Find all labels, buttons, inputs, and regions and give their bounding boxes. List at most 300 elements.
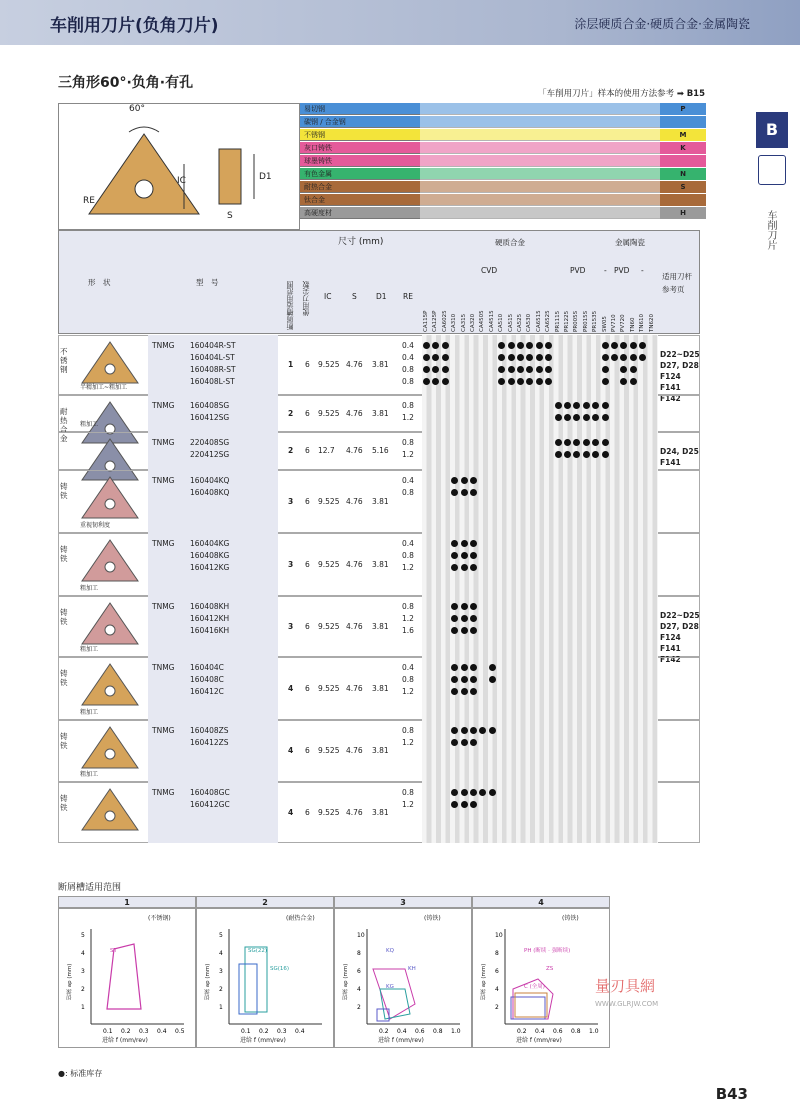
pvd-header-2: PVD — [614, 266, 630, 275]
svg-text:4: 4 — [495, 986, 499, 993]
stock-dot — [508, 366, 515, 373]
edges-value: 6 — [305, 446, 310, 455]
stock-dot — [602, 366, 609, 373]
svg-text:2: 2 — [357, 1004, 361, 1011]
stock-dot — [583, 402, 590, 409]
material-name: 易切钢 — [304, 105, 325, 113]
model-number: 160412C — [190, 687, 224, 696]
breaker-value: 3 — [288, 496, 294, 506]
model-number: 160408ZS — [190, 726, 229, 735]
re-value: 0.8 — [402, 551, 414, 560]
stock-dot — [461, 564, 468, 571]
model-number: 160416KH — [190, 626, 230, 635]
insert-caption: 粗加工 — [80, 646, 99, 653]
stock-dot — [564, 439, 571, 446]
stock-dot — [602, 402, 609, 409]
shape-header: 形 状 — [88, 278, 111, 287]
stock-dot — [611, 354, 618, 361]
svg-text:1.0: 1.0 — [451, 1028, 461, 1035]
material-grid — [420, 129, 660, 141]
insert-image — [78, 661, 142, 707]
stock-dot — [564, 402, 571, 409]
model-prefix: TNMG — [152, 438, 175, 447]
pvd-header: PVD — [570, 266, 586, 275]
material-row — [300, 168, 420, 180]
model-number: 160408KQ — [190, 488, 230, 497]
insert-caption: 粗加工 — [80, 709, 99, 716]
y-axis-label: 切深 ap (mm) — [67, 963, 73, 1000]
svg-text:2: 2 — [495, 1004, 499, 1011]
stock-dot — [583, 439, 590, 446]
model-header: 型 号 — [196, 278, 219, 287]
stock-dot — [602, 414, 609, 421]
material-name: 钛合金 — [304, 196, 325, 204]
model-number: 160412GC — [190, 800, 230, 809]
stock-dot — [442, 342, 449, 349]
curve-label: SG(22) — [248, 948, 268, 954]
application-label: 铸铁 — [60, 732, 68, 750]
s-value: 4.76 — [346, 360, 363, 369]
curve-label: ST — [110, 948, 117, 954]
curve-label: C (全周) — [524, 984, 545, 990]
ic-value: 9.525 — [318, 496, 340, 506]
stock-dot — [602, 342, 609, 349]
material-code: K — [660, 142, 706, 154]
grade-header: CA320 — [470, 313, 476, 332]
stock-dot — [517, 354, 524, 361]
grade-header: CA525 — [517, 313, 523, 332]
stock-dot — [461, 615, 468, 622]
model-prefix: TNMG — [152, 602, 175, 611]
svg-text:10: 10 — [495, 932, 503, 939]
re-value: 0.8 — [402, 602, 414, 611]
s-value: 4.76 — [346, 446, 363, 455]
grade-header: TN620 — [648, 314, 655, 332]
side-label: 车削刀片 — [765, 210, 776, 250]
svg-text:0.1: 0.1 — [103, 1028, 113, 1035]
application-label: 铸铁 — [60, 608, 68, 626]
s-value: 4.76 — [346, 746, 363, 755]
material-code: P — [660, 103, 706, 115]
ic-value: 12.7 — [318, 446, 335, 455]
stock-dot — [470, 789, 477, 796]
d1-value: 3.81 — [372, 621, 389, 631]
grade-header: TN60 — [629, 317, 636, 332]
insert-image — [78, 786, 142, 832]
re-value: 0.8 — [402, 377, 414, 386]
material-code: S — [660, 181, 706, 193]
stock-dot — [517, 366, 524, 373]
breaker-value: 4 — [288, 746, 294, 755]
section-subtitle: 三角形60°·负角·有孔 — [58, 75, 194, 91]
svg-text:0.2: 0.2 — [121, 1028, 131, 1035]
s-value: 4.76 — [346, 621, 363, 631]
page-header — [0, 0, 800, 45]
stock-dot — [583, 451, 590, 458]
ic-value: 9.525 — [318, 621, 340, 631]
stock-dot — [461, 540, 468, 547]
s-value: 4.76 — [346, 559, 363, 569]
re-label: RE — [83, 196, 95, 206]
grade-header: CA115P — [423, 310, 429, 332]
breaker-value: 3 — [288, 559, 294, 569]
stock-dot — [442, 354, 449, 361]
model-prefix: TNMG — [152, 663, 175, 672]
stock-dot — [423, 342, 430, 349]
breaker-value: 1 — [288, 360, 294, 369]
svg-text:3: 3 — [81, 968, 85, 975]
breaker-value: 2 — [288, 446, 294, 455]
model-number: 160408KH — [190, 602, 230, 611]
stock-dot — [489, 664, 496, 671]
stock-dot — [564, 451, 571, 458]
svg-text:6: 6 — [495, 968, 499, 975]
model-number: 160404L-ST — [190, 353, 235, 362]
grade-header: PV710 — [611, 314, 617, 332]
breaker-header: 断屑槽适用范围 — [286, 281, 294, 330]
svg-text:1: 1 — [81, 1004, 85, 1011]
stock-dot — [461, 664, 468, 671]
svg-text:0.3: 0.3 — [139, 1028, 149, 1035]
stock-dot — [555, 414, 562, 421]
stock-dot — [555, 402, 562, 409]
grade-header: CA6525 — [545, 310, 552, 332]
grade-stripes — [422, 395, 658, 432]
stock-dot — [508, 378, 515, 385]
material-row — [300, 207, 420, 219]
holder-ref[interactable]: D22~D25 D27, D28 F124 F141 F142 — [660, 350, 700, 403]
svg-text:4: 4 — [219, 950, 223, 957]
stock-dot — [536, 354, 543, 361]
re-value: 1.2 — [402, 563, 414, 572]
grade-header: SW05 — [601, 316, 608, 332]
grade-header: PR1115 — [554, 310, 561, 332]
model-prefix: TNMG — [152, 726, 175, 735]
insert-icon — [758, 155, 786, 185]
model-number: 160412ZS — [190, 738, 229, 747]
material-grid — [420, 142, 660, 154]
grade-header: CA310 — [451, 313, 458, 332]
watermark: 量刃具網 — [595, 977, 656, 995]
y-axis-label: 切深 ap (mm) — [205, 963, 211, 1000]
stock-dot — [630, 378, 637, 385]
re-value: 0.8 — [402, 788, 414, 797]
svg-text:5: 5 — [81, 932, 85, 939]
curve-label: KH — [408, 966, 416, 972]
material-name: 耐热合金 — [304, 183, 332, 191]
grade-header: CA510 — [498, 313, 505, 332]
application-label: 铸铁 — [60, 794, 68, 812]
application-label: 铸铁 — [60, 669, 68, 687]
d1-value: 3.81 — [372, 559, 389, 569]
watermark-url: WWW.GLRJW.COM — [595, 1000, 659, 1008]
s-value: 4.76 — [346, 408, 363, 418]
material-grid — [420, 155, 660, 167]
material-row — [300, 116, 420, 128]
reference-note: 「车削用刀片」样本的使用方法参考 ➡ B15 — [538, 89, 705, 99]
stock-dot — [470, 540, 477, 547]
stock-dot — [602, 354, 609, 361]
re-value: 0.8 — [402, 726, 414, 735]
breaker-chart — [58, 908, 196, 1048]
panel-material: (铸铁) — [562, 915, 579, 922]
stock-dot — [461, 688, 468, 695]
breaker-title: 断屑槽适用范围 — [58, 883, 122, 893]
svg-text:1: 1 — [219, 1004, 223, 1011]
panel-number: 4 — [472, 896, 610, 908]
s-value: 4.76 — [346, 807, 363, 817]
side-tab[interactable]: B — [756, 112, 788, 148]
svg-text:3: 3 — [219, 968, 223, 975]
re-value: 1.2 — [402, 413, 414, 422]
grade-header: TN610 — [639, 314, 646, 332]
holder-header: 适用刀杆参考页 — [662, 272, 692, 294]
application-label: 铸铁 — [60, 545, 68, 563]
material-grid — [420, 194, 660, 206]
re-value: 0.8 — [402, 401, 414, 410]
curve-label: PH (断续 · 强断续) — [524, 948, 571, 954]
application-label: 铸铁 — [60, 482, 68, 500]
stock-dot — [470, 627, 477, 634]
material-name: 不锈钢 — [304, 131, 325, 139]
d1-value: 3.81 — [372, 360, 389, 369]
stock-dot — [489, 676, 496, 683]
d1-header: D1 — [376, 292, 387, 301]
grade-header: CA530 — [526, 313, 533, 332]
dims-header: 尺寸 (mm) — [338, 237, 384, 247]
stock-dot — [461, 801, 468, 808]
model-prefix: TNMG — [152, 476, 175, 485]
svg-text:0.6: 0.6 — [415, 1028, 425, 1035]
material-code: M — [660, 129, 706, 141]
model-prefix: TNMG — [152, 539, 175, 548]
d1-value: 3.81 — [372, 496, 389, 506]
stock-dot — [583, 414, 590, 421]
svg-text:0.3: 0.3 — [277, 1028, 287, 1035]
d1-value: 5.16 — [372, 446, 389, 455]
s-header: S — [352, 292, 357, 301]
model-number: 160412KG — [190, 563, 230, 572]
grade-header: CA125P — [432, 310, 439, 332]
stock-dot — [442, 378, 449, 385]
material-grid — [420, 168, 660, 180]
stock-dot — [555, 451, 562, 458]
svg-text:0.4: 0.4 — [157, 1028, 167, 1035]
stock-dot — [470, 664, 477, 671]
re-value: 1.2 — [402, 800, 414, 809]
s-value: 4.76 — [346, 496, 363, 506]
svg-text:2: 2 — [81, 986, 85, 993]
re-value: 0.4 — [402, 341, 414, 350]
material-name: 碳钢 / 合金钢 — [304, 118, 346, 126]
insert-image — [78, 600, 142, 646]
ic-value: 9.525 — [318, 683, 340, 693]
page-category: 涂层硬质合金·硬质合金·金属陶瓷 — [574, 17, 750, 31]
material-name: 有色金属 — [304, 170, 332, 178]
insert-image — [78, 537, 142, 583]
stock-dot — [470, 564, 477, 571]
footnote: ●: 标准库存 — [58, 1069, 103, 1078]
stock-dot — [611, 342, 618, 349]
edges-value: 6 — [305, 360, 310, 369]
x-axis-label: 进给 f (mm/rev) — [240, 1037, 286, 1044]
insert-caption: 粗加工 — [80, 771, 99, 778]
model-number: 160404R-ST — [190, 341, 236, 350]
breaker-value: 2 — [288, 408, 294, 418]
stock-dot — [555, 439, 562, 446]
panel-material: (耐热合金) — [286, 915, 315, 922]
model-number: 160404KQ — [190, 476, 230, 485]
d1-value: 3.81 — [372, 746, 389, 755]
material-name: 高硬度材 — [304, 209, 332, 217]
model-number: 220412SG — [190, 450, 230, 459]
model-prefix: TNMG — [152, 401, 175, 410]
material-grid — [420, 181, 660, 193]
stock-dot — [470, 727, 477, 734]
model-number: 160412SG — [190, 413, 230, 422]
svg-text:1.0: 1.0 — [589, 1028, 599, 1035]
s-label: S — [227, 211, 233, 221]
stock-dot — [536, 378, 543, 385]
material-name: 球墨铸铁 — [304, 157, 332, 165]
carbide-header: 硬质合金 — [495, 238, 525, 247]
stock-dot — [461, 627, 468, 634]
stock-dot — [517, 342, 524, 349]
svg-text:0.8: 0.8 — [571, 1028, 581, 1035]
stock-dot — [470, 801, 477, 808]
grade-header: PV720 — [620, 314, 627, 332]
stock-dot — [470, 603, 477, 610]
stock-dot — [630, 366, 637, 373]
d1-value: 3.81 — [372, 807, 389, 817]
svg-text:5: 5 — [219, 932, 223, 939]
insert-caption: 粗加工 — [80, 421, 99, 428]
svg-text:0.4: 0.4 — [535, 1028, 545, 1035]
material-grid — [420, 116, 660, 128]
material-code — [660, 194, 706, 206]
stock-dot — [602, 439, 609, 446]
dash-header-2: - — [641, 266, 644, 275]
holder-ref[interactable]: D24, D25 F141 — [660, 447, 699, 467]
stock-dot — [470, 676, 477, 683]
stock-dot — [461, 739, 468, 746]
stock-dot — [461, 789, 468, 796]
curve-label: ZS — [546, 966, 554, 972]
model-number: 220408SG — [190, 438, 230, 447]
d1-label: D1 — [259, 172, 272, 182]
material-row — [300, 129, 420, 141]
reference-text: 「车削用刀片」样本的使用方法参考 — [538, 89, 675, 99]
insert-image — [78, 724, 142, 770]
model-number: 160408C — [190, 675, 224, 684]
material-row — [300, 142, 420, 154]
holder-ref[interactable]: D22~D25 D27, D28 F124 F141 F142 — [660, 611, 700, 664]
model-number: 160408L-ST — [190, 377, 235, 386]
re-value: 0.8 — [402, 675, 414, 684]
model-prefix: TNMG — [152, 341, 175, 350]
svg-text:8: 8 — [495, 950, 499, 957]
grade-header: PR015S — [582, 310, 589, 332]
x-axis-label: 进给 f (mm/rev) — [102, 1037, 148, 1044]
re-value: 0.4 — [402, 476, 414, 485]
x-axis-label: 进给 f (mm/rev) — [378, 1037, 424, 1044]
stock-dot — [630, 342, 637, 349]
y-axis-label: 切深 ap (mm) — [343, 963, 349, 1000]
material-grid — [420, 103, 660, 115]
panel-number: 3 — [334, 896, 472, 908]
re-value: 1.2 — [402, 450, 414, 459]
svg-text:0.4: 0.4 — [295, 1028, 305, 1035]
stock-dot — [536, 366, 543, 373]
svg-text:0.2: 0.2 — [517, 1028, 527, 1035]
geometry-svg — [59, 104, 299, 229]
svg-text:0.2: 0.2 — [259, 1028, 269, 1035]
svg-text:0.5: 0.5 — [175, 1028, 185, 1035]
stock-dot — [517, 378, 524, 385]
ic-value: 9.525 — [318, 807, 340, 817]
edges-value: 6 — [305, 807, 310, 817]
re-value: 0.8 — [402, 488, 414, 497]
re-value: 1.2 — [402, 738, 414, 747]
material-row — [300, 194, 420, 206]
application-label: 耐热合金 — [60, 407, 68, 443]
ic-value: 9.525 — [318, 408, 340, 418]
panel-number: 2 — [196, 896, 334, 908]
insert-caption: 粗加工 — [80, 585, 99, 592]
page-number: B43 — [715, 1085, 748, 1103]
dash-header-1: - — [604, 266, 607, 275]
material-code: H — [660, 207, 706, 219]
stock-dot — [423, 354, 430, 361]
svg-text:0.6: 0.6 — [553, 1028, 563, 1035]
ic-header: IC — [324, 292, 332, 301]
breaker-value: 4 — [288, 683, 294, 693]
edges-value: 6 — [305, 683, 310, 693]
breaker-chart — [334, 908, 472, 1048]
material-row — [300, 155, 420, 167]
svg-text:8: 8 — [357, 950, 361, 957]
stock-dot — [423, 378, 430, 385]
material-code: N — [660, 168, 706, 180]
curve-label: KQ — [386, 948, 394, 954]
page-title: 车削用刀片(负角刀片) — [50, 16, 219, 36]
breaker-value: 4 — [288, 807, 294, 817]
grade-header: PR1225 — [564, 310, 570, 332]
grade-header: CA315 — [460, 313, 467, 332]
stock-dot — [461, 727, 468, 734]
d1-value: 3.81 — [372, 683, 389, 693]
material-row — [300, 181, 420, 193]
edges-value: 6 — [305, 408, 310, 418]
material-code — [660, 116, 706, 128]
model-number: 160408SG — [190, 401, 230, 410]
grade-header: CA6025 — [441, 310, 448, 332]
grade-header: PR005S — [573, 310, 580, 332]
stock-dot — [461, 552, 468, 559]
curve-label: KG — [386, 984, 394, 990]
insert-image — [78, 339, 142, 385]
edges-value: 6 — [305, 496, 310, 506]
svg-text:4: 4 — [81, 950, 85, 957]
re-value: 1.2 — [402, 687, 414, 696]
ic-label: IC — [177, 176, 186, 186]
material-name: 灰口铸铁 — [304, 144, 332, 152]
cermet-header: 金属陶瓷 — [615, 238, 645, 247]
svg-text:0.4: 0.4 — [397, 1028, 407, 1035]
re-value: 0.8 — [402, 365, 414, 374]
angle-label: 60° — [129, 104, 145, 114]
stock-dot — [508, 354, 515, 361]
